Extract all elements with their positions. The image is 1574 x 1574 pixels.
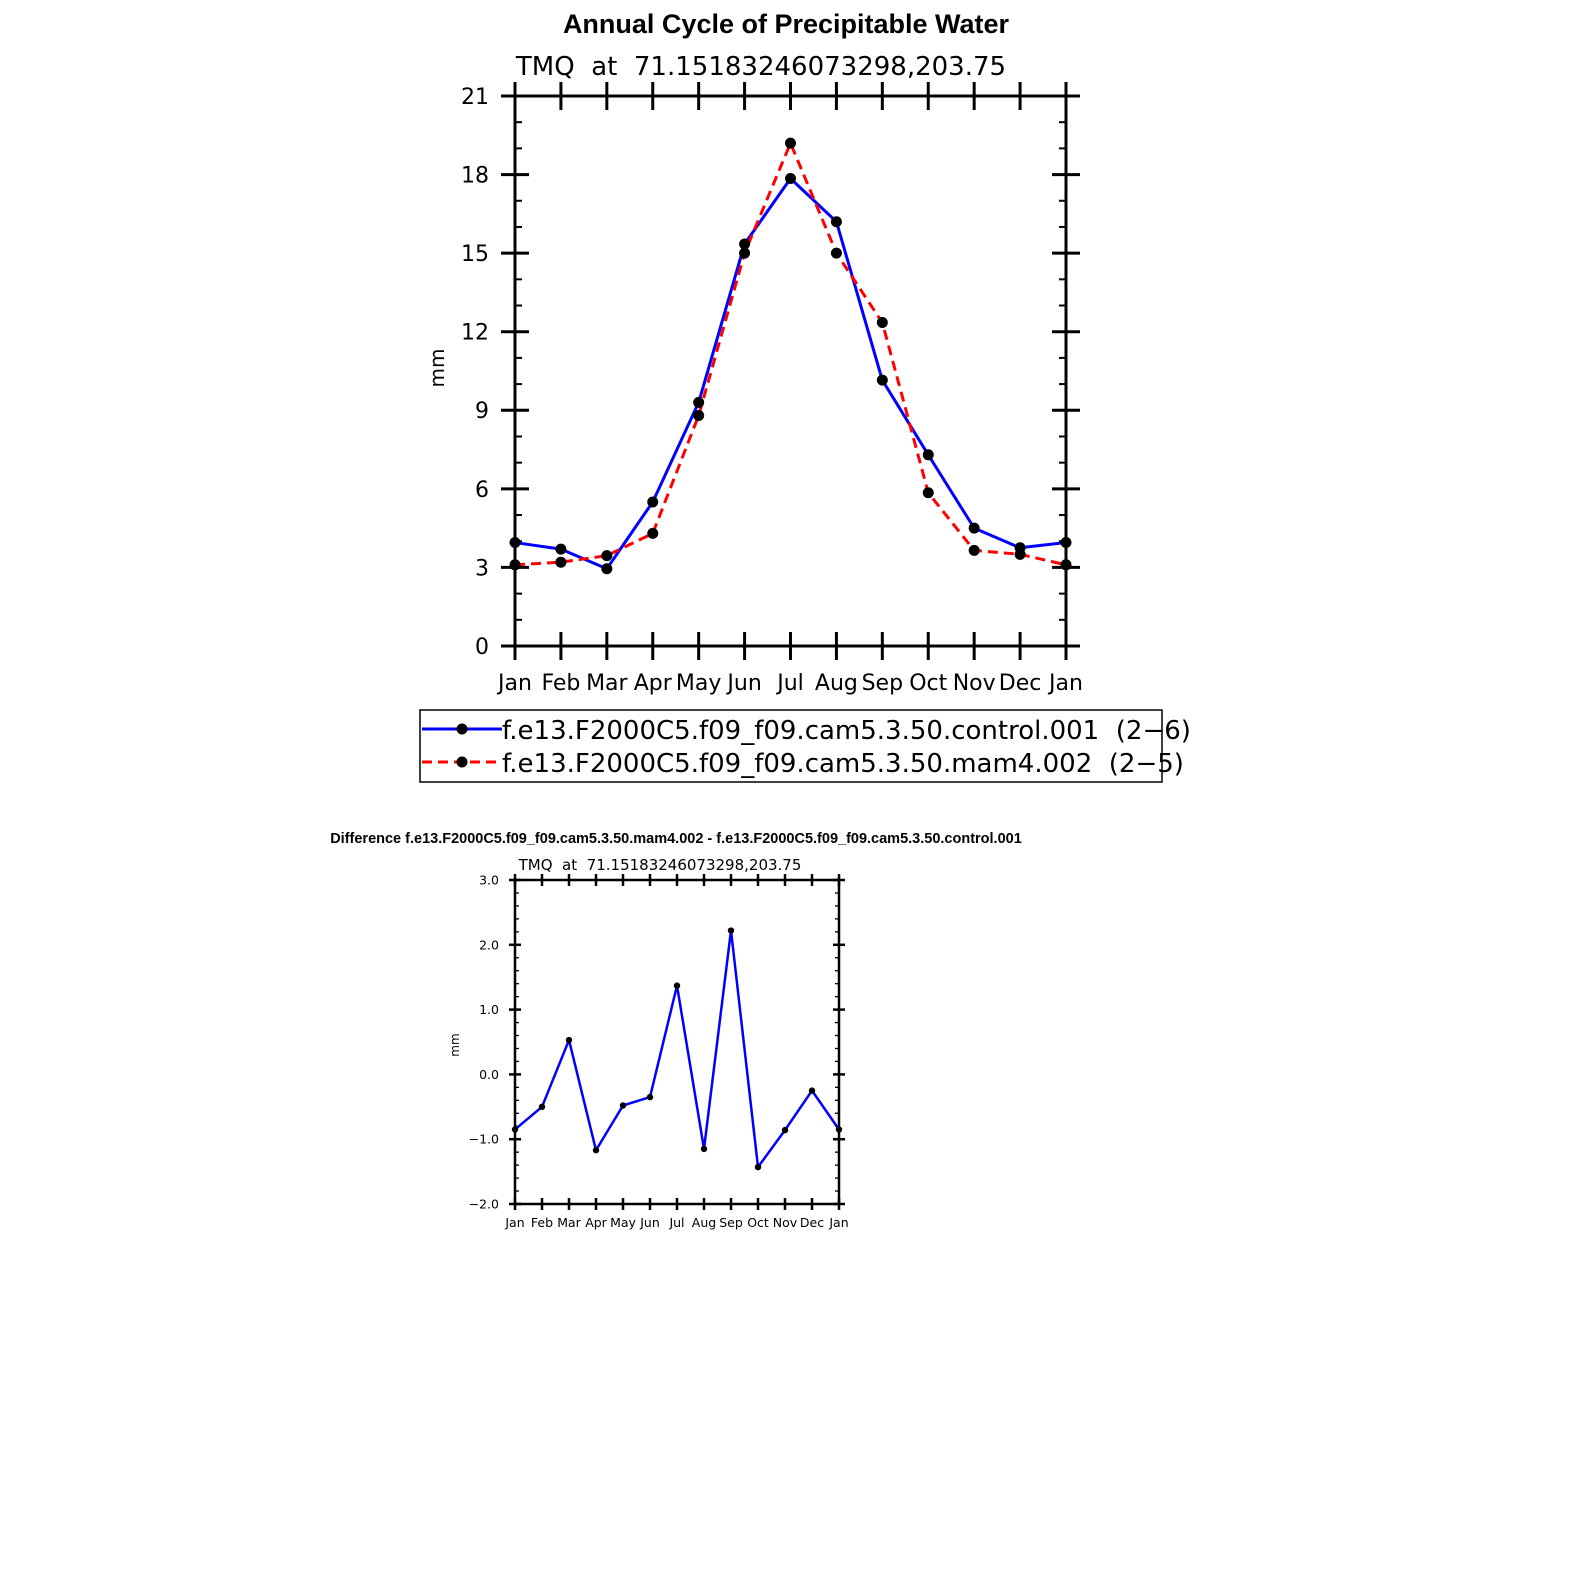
chart1-series-point-0	[1061, 537, 1072, 548]
chart1-series-point-0	[693, 397, 704, 408]
chart1-legend	[420, 710, 1191, 782]
chart2-xtick-label: Jan	[829, 1215, 849, 1230]
chart2-ytick-label: 3.0	[479, 872, 499, 888]
chart1-xtick-label: Jun	[727, 671, 762, 696]
chart1-ytick-label: 21	[461, 84, 489, 110]
chart1-xtick-label: Jan	[1049, 671, 1083, 696]
chart1-series-point-1	[693, 410, 704, 421]
chart1-ytick-label: 15	[461, 242, 489, 268]
chart1-xtick-label: Oct	[909, 671, 948, 696]
chart1-axes	[461, 82, 1083, 696]
chart1-ytick-label: 12	[461, 320, 489, 346]
chart2-xtick-label: Mar	[557, 1215, 581, 1230]
chart2-series-line-0	[515, 931, 839, 1168]
chart1-xtick-label: Aug	[814, 671, 858, 696]
chart2-xtick-label: Jun	[640, 1215, 660, 1230]
chart2-xtick-label: Dec	[799, 1215, 825, 1230]
chart1-series-point-0	[647, 496, 658, 507]
chart2-subtitle: TMQ at 71.15183246073298,203.75	[518, 856, 802, 874]
chart2-series-point-0	[728, 927, 734, 933]
chart1-xtick-label: Dec	[998, 671, 1042, 696]
chart2-series-point-0	[539, 1104, 545, 1110]
chart1-series-point-1	[510, 559, 521, 570]
chart1-series-point-0	[601, 563, 612, 574]
chart1-xtick-label: May	[675, 671, 722, 696]
chart1-series-point-1	[785, 138, 796, 149]
chart2-plot-frame	[515, 880, 839, 1204]
chart2-xtick-label: May	[610, 1215, 636, 1230]
chart1-series-point-1	[923, 487, 934, 498]
chart1-xtick-label: Feb	[541, 671, 581, 696]
chart1-ylabel: mm	[425, 348, 449, 388]
legend-marker-mam4	[457, 757, 468, 768]
chart2-series-point-0	[836, 1126, 842, 1132]
chart1-series-point-1	[831, 248, 842, 259]
chart1-series-line-0	[515, 179, 1066, 569]
chart1-series-point-0	[831, 216, 842, 227]
chart2-ytick-label: −2.0	[468, 1196, 499, 1212]
chart2-series-point-0	[674, 982, 680, 988]
chart2-series-point-0	[701, 1146, 707, 1152]
chart1-subtitle: TMQ at 71.15183246073298,203.75	[515, 52, 1007, 82]
chart2-series	[512, 927, 842, 1170]
chart2-xtick-label: Jul	[669, 1215, 685, 1230]
chart2-title: Difference f.e13.F2000C5.f09_f09.cam5.3.50.mam4.002 - f.e13.F2000C5.f09_f09.cam5.3.50.control.001	[330, 831, 1022, 847]
chart2-series-point-0	[620, 1102, 626, 1108]
chart1-ytick-label: 9	[475, 399, 489, 425]
chart1-series-point-1	[969, 545, 980, 556]
legend-item-mam4	[422, 749, 1184, 779]
chart1-title: Annual Cycle of Precipitable Water	[562, 9, 1010, 39]
chart1-series-point-0	[877, 375, 888, 386]
chart1-series-point-1	[555, 557, 566, 568]
chart1-xtick-label: Jul	[777, 671, 804, 696]
chart2-ytick-label: −1.0	[468, 1131, 499, 1147]
annual-cycle-chart	[420, 9, 1191, 782]
chart2-series-point-0	[593, 1147, 599, 1153]
chart2-series-point-0	[512, 1126, 518, 1132]
chart1-ytick-label: 18	[461, 163, 489, 189]
chart2-xtick-label: Oct	[747, 1215, 769, 1230]
chart2-series-point-0	[809, 1087, 815, 1093]
chart2-xtick-label: Feb	[530, 1215, 554, 1230]
chart1-xtick-label: Nov	[952, 671, 996, 696]
chart1-series-point-1	[647, 528, 658, 539]
chart1-xtick-label: Apr	[633, 671, 672, 696]
legend-marker-control	[457, 724, 468, 735]
chart1-series-point-1	[877, 317, 888, 328]
chart1-series-point-1	[601, 550, 612, 561]
chart2-ylabel: mm	[448, 1033, 462, 1057]
legend-item-control	[422, 716, 1191, 746]
chart1-series-point-0	[785, 173, 796, 184]
chart1-series-point-0	[923, 449, 934, 460]
difference-chart	[330, 831, 1022, 1230]
chart1-ytick-label: 6	[475, 477, 489, 503]
chart2-ytick-label: 1.0	[479, 1002, 499, 1018]
chart1-series-point-1	[1015, 549, 1026, 560]
chart1-series-point-0	[555, 544, 566, 555]
chart1-series-point-1	[739, 248, 750, 259]
chart2-xtick-label: Apr	[585, 1215, 607, 1230]
chart2-xtick-label: Jan	[505, 1215, 525, 1230]
chart1-series-point-0	[510, 537, 521, 548]
chart2-series-point-0	[566, 1037, 572, 1043]
chart1-xtick-label: Sep	[861, 671, 904, 696]
chart1-series-line-1	[515, 143, 1066, 565]
chart2-series-point-0	[647, 1094, 653, 1100]
chart2-ytick-label: 2.0	[479, 937, 499, 953]
chart2-series-point-0	[755, 1164, 761, 1170]
legend-label-mam4: f.e13.F2000C5.f09_f09.cam5.3.50.mam4.002 (2−5)	[502, 749, 1184, 779]
chart1-xtick-label: Mar	[586, 671, 628, 696]
legend-label-control: f.e13.F2000C5.f09_f09.cam5.3.50.control.001 (2−6)	[502, 716, 1191, 746]
chart2-series-point-0	[782, 1127, 788, 1133]
chart2-ytick-label: 0.0	[479, 1066, 499, 1082]
chart2-xtick-label: Sep	[719, 1215, 743, 1230]
chart1-ytick-label: 3	[475, 556, 489, 582]
chart2-axes	[469, 873, 849, 1231]
chart1-series-point-0	[969, 523, 980, 534]
chart1-series-point-1	[1061, 559, 1072, 570]
chart1-ytick-label: 0	[475, 634, 489, 660]
chart2-xtick-label: Nov	[772, 1215, 798, 1230]
chart1-xtick-label: Jan	[498, 671, 532, 696]
chart1-series	[510, 138, 1072, 575]
chart2-xtick-label: Aug	[691, 1215, 717, 1230]
